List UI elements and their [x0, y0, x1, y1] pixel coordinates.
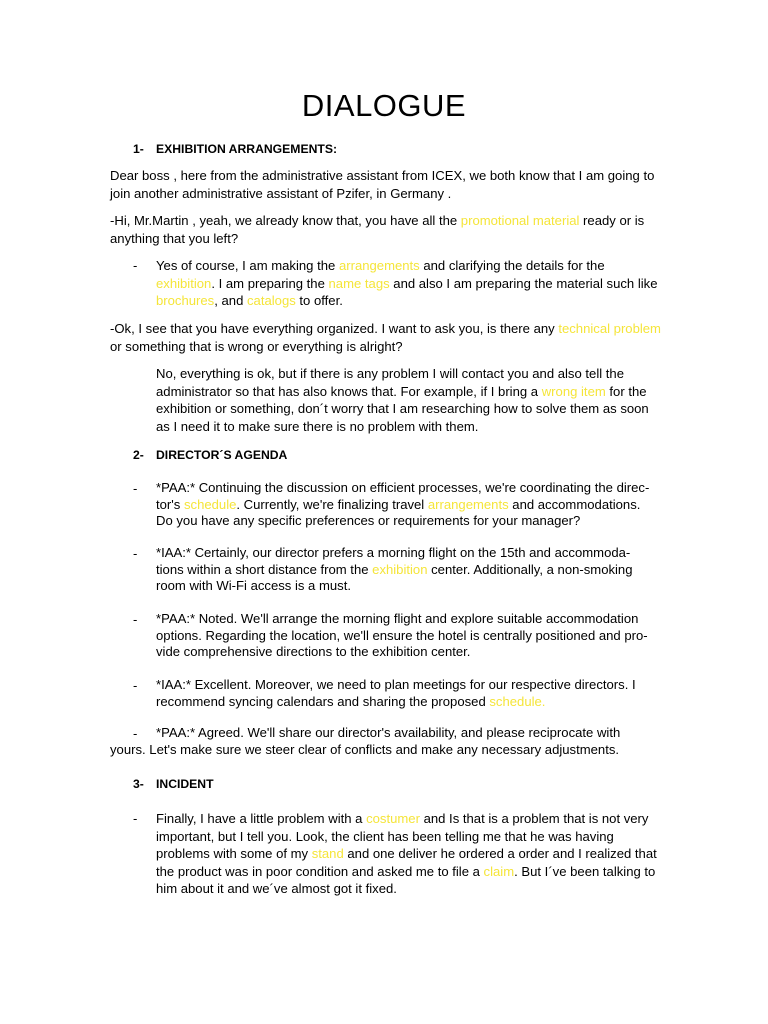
- text-line: administrator so that has also knows that. For example, if I bring a wrong item for the: [156, 383, 647, 399]
- bullet-marker: -: [133, 678, 138, 693]
- text-line: brochures, and catalogs to offer.: [156, 293, 343, 308]
- text-line: exhibition or something, don´t worry that I am researching how to solve them as soon: [156, 401, 649, 416]
- text-line: Yes of course, I am making the arrangements and clarifying the details for the: [156, 258, 605, 273]
- text-line: or something that is wrong or everything is alright?: [110, 338, 403, 354]
- highlighted-term: exhibition: [156, 275, 212, 291]
- text-line: Dear boss , here from the administrative assistant from ICEX, we both know that I am going to: [110, 168, 655, 183]
- highlighted-term: catalogs: [247, 293, 296, 308]
- text-line: him about it and we´ve almost got it fixed.: [156, 881, 397, 896]
- highlighted-term: promotional material: [460, 213, 580, 228]
- dialogue-item-continuation: [110, 742, 619, 759]
- section-number: 3-: [133, 777, 144, 791]
- document-title: DIALOGUE: [301, 88, 467, 123]
- dialogue-item: [156, 545, 633, 595]
- section-number: 2-: [133, 448, 144, 462]
- bullet-marker: -: [133, 811, 138, 826]
- highlighted-term: arrangements: [338, 258, 420, 273]
- text-line: yours. Let's make sure we steer clear of conflicts and make any necessary adjustments.: [110, 741, 620, 757]
- section-heading-incident: INCIDENT: [156, 777, 214, 791]
- paragraph: [110, 212, 644, 247]
- highlighted-term: name tags: [328, 275, 390, 291]
- highlighted-term: claim: [483, 863, 515, 879]
- text-line: *PAA:* Noted. We'll arrange the morning flight and explore suitable accommodation: [156, 611, 639, 626]
- text-line: No, everything is ok, but if there is any problem I will contact you and also tell the: [156, 366, 624, 381]
- highlighted-term: schedule.: [489, 693, 546, 709]
- text-line: *PAA:* Continuing the discussion on efficient processes, we're coordinating the direc-: [156, 480, 650, 495]
- section-heading-exhibition: EXHIBITION ARRANGEMENTS:: [156, 142, 338, 156]
- text-line: problems with some of my stand and one deliver he ordered a order and I realized that: [156, 846, 657, 861]
- text-line: join another administrative assistant of Pzifer, in Germany .: [110, 185, 452, 201]
- bullet-marker: -: [133, 481, 138, 496]
- bullet-paragraph: [156, 257, 658, 310]
- paragraph: [110, 320, 661, 355]
- text-line: exhibition. I am preparing the name tags and also I am preparing the material such like: [156, 275, 658, 291]
- highlighted-term: brochures: [156, 293, 215, 308]
- dialogue-item: [156, 725, 620, 742]
- indented-paragraph: [156, 365, 649, 435]
- dialogue-item: [156, 677, 636, 710]
- dialogue-item: [156, 611, 648, 661]
- bullet-marker: -: [133, 612, 138, 627]
- text-line: vide comprehensive directions to the exhibition center.: [156, 644, 471, 659]
- text-line: options. Regarding the location, we'll ensure the hotel is centrally positioned and pro-: [156, 627, 648, 643]
- text-line: Do you have any specific preferences or requirements for your manager?: [156, 513, 581, 528]
- text-line: *PAA:* Agreed. We'll share our director's availability, and please reciprocate with: [156, 725, 621, 740]
- text-line: Finally, I have a little problem with a costumer and Is that is a problem that is not very: [156, 811, 649, 826]
- dialogue-item: [156, 480, 649, 530]
- text-line: room with Wi-Fi access is a must.: [156, 578, 351, 593]
- text-line: as I need it to make sure there is no problem with them.: [156, 418, 479, 434]
- bullet-paragraph: [156, 810, 657, 898]
- text-line: *IAA:* Certainly, our director prefers a morning flight on the 15th and accommoda-: [156, 545, 631, 560]
- highlighted-term: stand: [311, 846, 344, 861]
- bullet-marker: -: [133, 546, 138, 561]
- highlighted-term: wrong item: [541, 383, 606, 399]
- text-line: the product was in poor condition and asked me to file a claim. But I´ve been talking to: [156, 863, 656, 879]
- text-line: -Ok, I see that you have everything organized. I want to ask you, is there any technical problem: [110, 321, 661, 336]
- highlighted-term: costumer: [366, 811, 420, 826]
- text-line: *IAA:* Excellent. Moreover, we need to plan meetings for our respective directors. I: [156, 677, 636, 692]
- section-number: 1-: [133, 142, 144, 156]
- highlighted-term: schedule: [183, 496, 237, 512]
- text-line: -Hi, Mr.Martin , yeah, we already know that, you have all the promotional material ready or is: [110, 213, 645, 228]
- text-line: anything that you left?: [110, 230, 239, 246]
- text-line: tor's schedule. Currently, we're finalizing travel arrangements and accommodations.: [156, 496, 641, 512]
- highlighted-term: arrangements: [427, 496, 509, 512]
- bullet-marker: -: [133, 258, 138, 273]
- text-line: important, but I tell you. Look, the client has been telling me that he was having: [156, 828, 614, 844]
- section-heading-agenda: DIRECTOR´S AGENDA: [156, 448, 288, 462]
- bullet-marker: -: [133, 726, 138, 741]
- highlighted-term: technical problem: [558, 321, 661, 336]
- text-line: tions within a short distance from the exhibition center. Additionally, a non-smoking: [156, 561, 633, 577]
- highlighted-term: exhibition: [372, 561, 428, 577]
- text-line: recommend syncing calendars and sharing the proposed schedule.: [156, 693, 546, 709]
- paragraph: [110, 167, 654, 202]
